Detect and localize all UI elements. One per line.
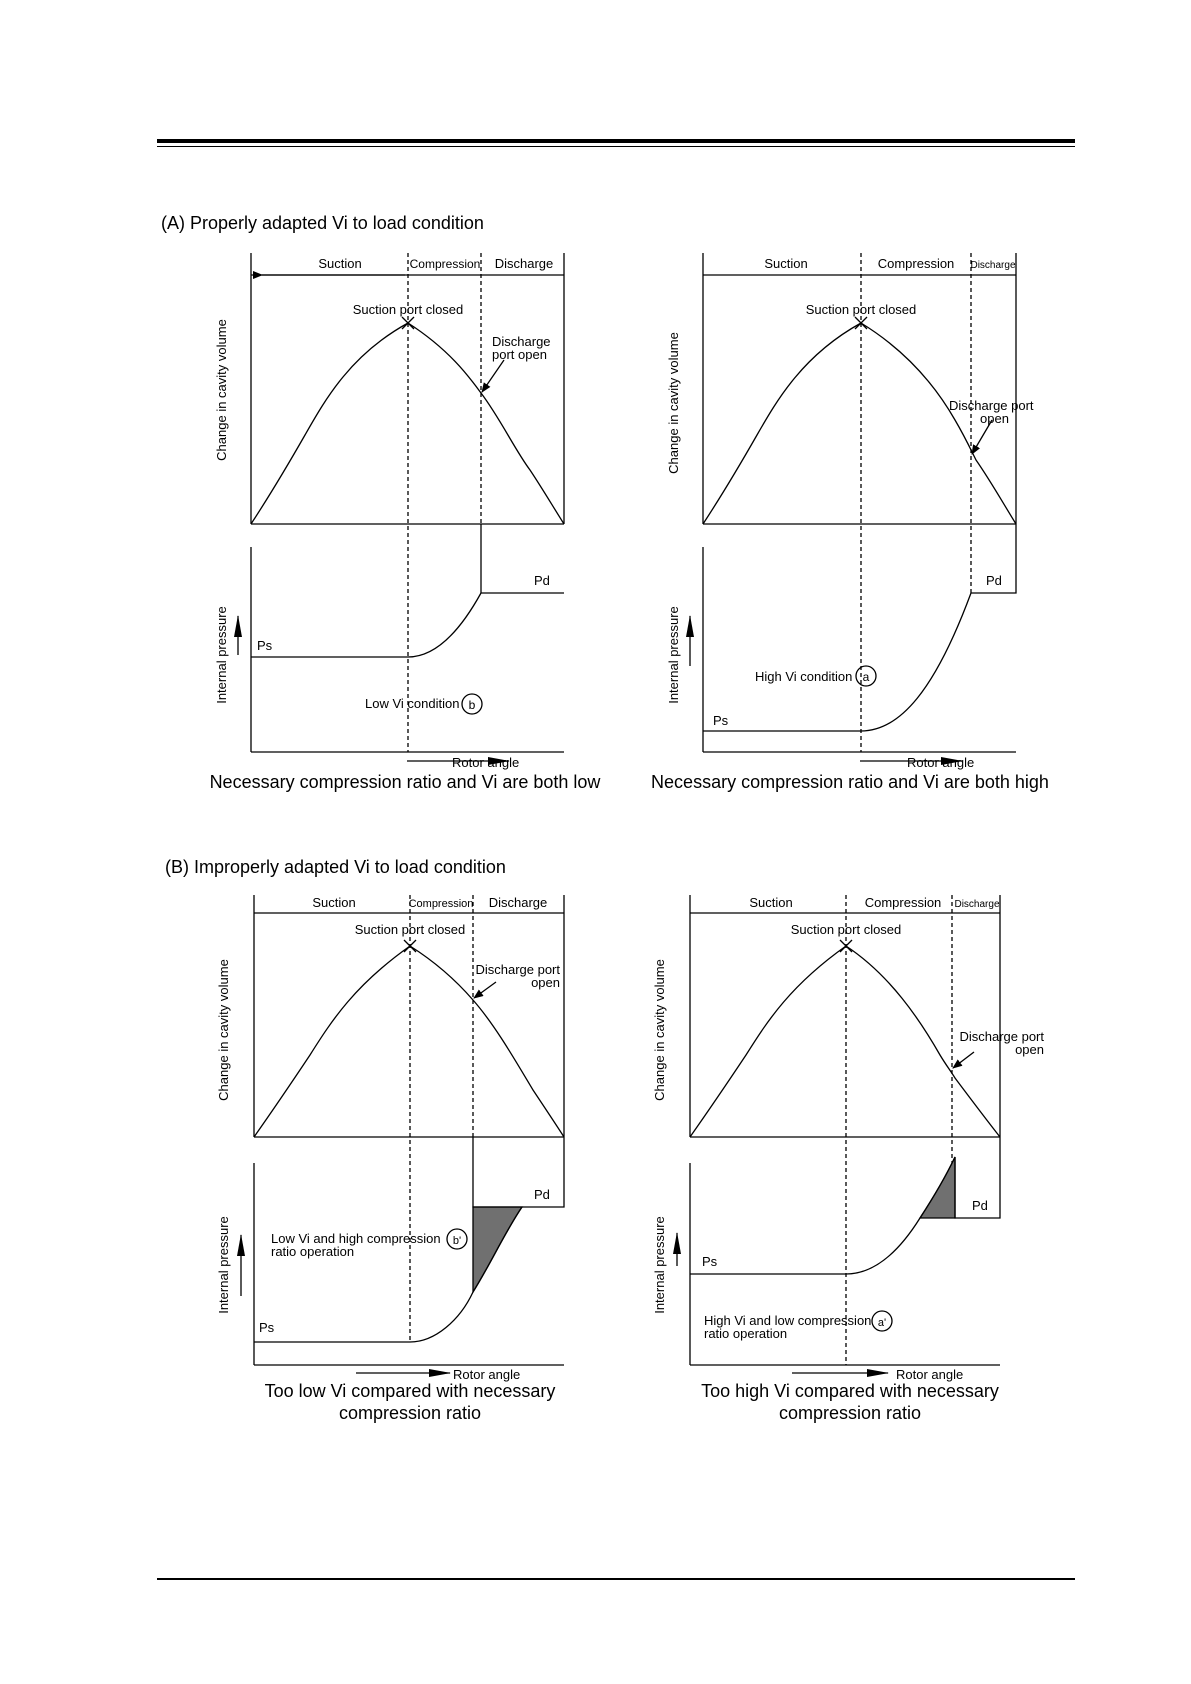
label-discharge: Discharge	[970, 260, 1016, 271]
label-pd: Pd	[986, 573, 1002, 588]
label-compression: Compression	[877, 256, 955, 271]
suction-closed-mark	[404, 940, 416, 952]
label-discharge-port-1: Discharge port	[959, 1029, 1044, 1044]
label-rotor-angle: Rotor angle	[896, 1367, 964, 1382]
label-condition-2: ratio operation	[271, 1244, 355, 1259]
label-y-pressure: Internal pressure	[666, 606, 681, 704]
label-condition-1: Low Vi and high compression	[271, 1231, 441, 1246]
label-condition-2: ratio operation	[704, 1326, 788, 1341]
section-b-title: (B) Improperly adapted Vi to load condition	[165, 857, 506, 877]
label-y-pressure: Internal pressure	[214, 606, 229, 704]
label-ps: Ps	[257, 638, 273, 653]
marker-a-prime: a'	[877, 1317, 887, 1329]
caption-a-right: Necessary compression ratio and Vi are both high	[651, 772, 1049, 792]
label-discharge: Discharge	[494, 256, 554, 271]
label-compression: Compression	[408, 898, 474, 910]
label-pd: Pd	[534, 1187, 550, 1202]
label-y-volume: Change in cavity volume	[666, 332, 681, 474]
label-compression: Compression	[409, 257, 481, 271]
label-rotor-angle: Rotor angle	[452, 755, 520, 770]
pressure-curve	[703, 524, 1016, 731]
discharge-open-arrow	[482, 360, 504, 392]
volume-curve	[703, 323, 1016, 524]
figure-b-right-labels	[652, 895, 1044, 1382]
label-ps: Ps	[259, 1320, 275, 1335]
label-ps: Ps	[702, 1254, 718, 1269]
discharge-step	[473, 1137, 564, 1207]
figure-b-left-labels	[216, 895, 560, 1382]
label-suction-port-closed: Suction port closed	[805, 302, 917, 317]
label-suction: Suction	[764, 256, 808, 271]
label-ps: Ps	[713, 713, 729, 728]
label-suction: Suction	[318, 256, 362, 271]
label-y-volume: Change in cavity volume	[652, 959, 667, 1101]
label-y-volume: Change in cavity volume	[216, 959, 231, 1101]
label-discharge: Discharge	[488, 895, 548, 910]
footer-rule	[157, 1578, 1075, 1580]
label-discharge: Discharge	[954, 899, 1000, 910]
figure-b-right	[677, 895, 1000, 1373]
label-suction: Suction	[749, 895, 793, 910]
label-pd: Pd	[534, 573, 550, 588]
label-suction: Suction	[312, 895, 356, 910]
suction-closed-mark	[840, 940, 852, 952]
caption-b-left-line-1: Too low Vi compared with necessary	[264, 1381, 556, 1401]
label-discharge-port-1: Discharge port	[475, 962, 560, 977]
figure-a-right-labels	[666, 256, 1034, 770]
caption-b-left	[200, 1380, 620, 1424]
figure-a-left-labels	[214, 256, 553, 770]
label-discharge-port-2: port open	[492, 347, 547, 362]
caption-b-right	[640, 1380, 1060, 1424]
marker-b: b	[468, 698, 476, 712]
label-rotor-angle: Rotor angle	[907, 755, 975, 770]
label-compression: Compression	[864, 895, 942, 910]
label-condition-1: High Vi and low compression	[704, 1313, 872, 1328]
label-discharge-port-1: Discharge port	[949, 398, 1034, 413]
caption-a-left: Necessary compression ratio and Vi are both low	[209, 772, 601, 792]
label-suction-port-closed: Suction port closed	[352, 302, 464, 317]
figure-a-left	[238, 253, 564, 761]
label-discharge-port-2: open	[531, 975, 560, 990]
label-y-volume: Change in cavity volume	[214, 319, 229, 461]
label-condition: High Vi condition	[755, 669, 853, 684]
label-discharge-port-2: open	[980, 411, 1009, 426]
label-condition: Low Vi condition	[365, 696, 460, 711]
label-discharge-port-2: open	[1015, 1042, 1044, 1057]
volume-curve	[690, 946, 1000, 1137]
marker-b-prime: b'	[452, 1235, 462, 1247]
caption-b-right-line-1: Too high Vi compared with necessary	[701, 1381, 999, 1401]
label-y-pressure: Internal pressure	[652, 1216, 667, 1314]
caption-b-left-line-2: compression ratio	[338, 1403, 482, 1423]
section-a-title: (A) Properly adapted Vi to load condition	[161, 213, 484, 233]
label-pd: Pd	[972, 1198, 988, 1213]
label-rotor-angle: Rotor angle	[453, 1367, 521, 1382]
label-suction-port-closed: Suction port closed	[790, 922, 902, 937]
label-discharge-port-1: Discharge	[492, 334, 551, 349]
marker-a: a	[862, 670, 870, 684]
pressure-curve	[690, 1157, 955, 1274]
figure-a-right	[690, 253, 1016, 761]
discharge-open-arrow	[953, 1052, 974, 1068]
discharge-open-arrow	[474, 982, 496, 998]
label-suction-port-closed: Suction port closed	[354, 922, 466, 937]
label-y-pressure: Internal pressure	[216, 1216, 231, 1314]
caption-b-right-line-2: compression ratio	[778, 1403, 922, 1423]
